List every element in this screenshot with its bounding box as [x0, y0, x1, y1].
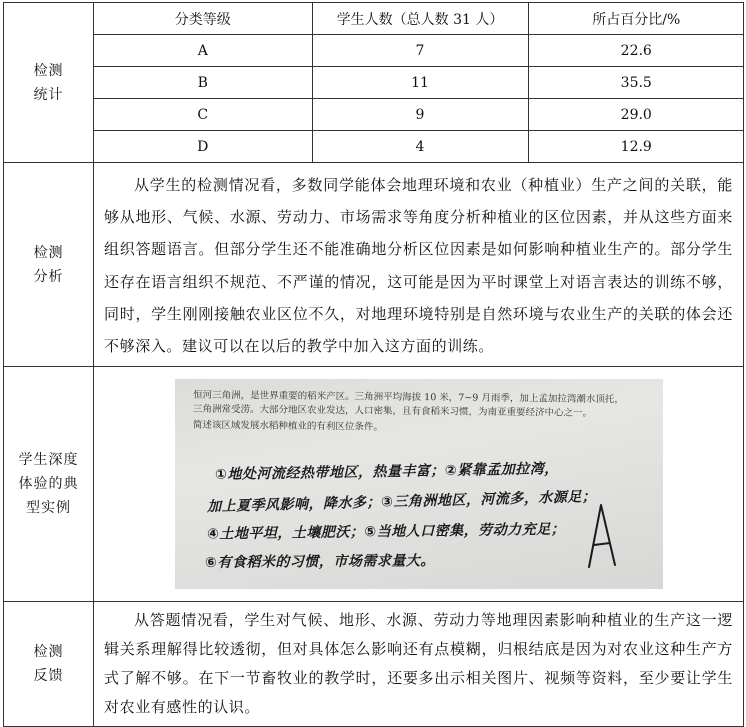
feedback-label: [4, 602, 94, 727]
example-label-line: 体验的典: [18, 476, 79, 493]
percent-cell: 35.5: [528, 67, 744, 99]
grade-cell: A: [94, 35, 312, 67]
stats-header-row: [94, 3, 744, 35]
handwriting-line: ④土地平坦，土壤肥沃；⑤当地人口密集，劳动力充足；: [206, 521, 565, 543]
grade-cell: B: [94, 67, 312, 99]
student-answer-photo: [175, 379, 663, 589]
feedback-label-line: 检测: [33, 644, 64, 661]
analysis-label-line: 检测: [33, 244, 64, 261]
handwriting-line: 加上夏季风影响，降水多；③三角洲地区，河流多，水源足；: [206, 489, 597, 516]
stats-label-line: 统计: [33, 86, 64, 103]
stats-label-line: 检测: [33, 62, 64, 79]
example-label: [4, 367, 94, 602]
count-cell: 7: [312, 35, 528, 67]
analysis-label-line: 分析: [33, 268, 64, 285]
percent-cell: 22.6: [528, 35, 744, 67]
example-label-line: 学生深度: [18, 452, 79, 469]
table-row: [94, 131, 744, 163]
stats-cell: [94, 3, 744, 163]
feedback-label-line: 反馈: [33, 668, 64, 685]
table-row: [94, 35, 744, 67]
header-count: 学生人数（总人数 31 人）: [312, 3, 528, 35]
header-percent: 所占百分比/%: [528, 3, 744, 35]
table-row: [94, 99, 744, 131]
header-grade: 分类等级: [94, 3, 312, 35]
grade-cell: D: [94, 131, 312, 163]
feedback-cell: [94, 602, 744, 727]
printed-question: [192, 389, 632, 438]
feedback-text: 从答题情况看，学生对气候、地形、水源、劳动力等地理因素影响种植业的生产这一逻辑关系理解得比较透彻，但对具体怎么影响还有点模糊，归根结底是因为对农业这种生产方式了解不够。在下一节畜牧业的教学时，还要多出示相关图片、视频等资料，至少要让学生对农业有感性的认识。: [104, 611, 733, 717]
count-cell: 9: [312, 99, 528, 131]
stats-label: [4, 3, 94, 163]
percent-cell: 12.9: [528, 131, 744, 163]
stats-table: [94, 3, 744, 162]
grade-mark-icon: [585, 499, 621, 571]
count-cell: 4: [312, 131, 528, 163]
printed-passage: 恒河三角洲，是世界重要的稻米产区。三角洲平均海拔 10 米，7~9 月雨季，加上孟加拉湾潮水顶托，三角洲常受涝。大部分地区农业发达，人口密集，且有食稻米习惯，为南亚重要经济中心之一。: [192, 389, 624, 420]
count-cell: 11: [312, 67, 528, 99]
example-cell: [94, 367, 744, 602]
handwriting-line: ⑥有食稻米的习惯，市场需求量大。: [204, 553, 435, 572]
analysis-cell: [94, 163, 744, 367]
analysis-label: [4, 163, 94, 367]
handwriting-line: ①地处河流经热带地区，热量丰富；②紧靠孟加拉湾，: [214, 461, 559, 484]
grade-cell: C: [94, 99, 312, 131]
example-label-line: 型实例: [26, 500, 71, 517]
percent-cell: 29.0: [528, 99, 744, 131]
report-table: [3, 2, 744, 727]
table-row: [94, 67, 744, 99]
analysis-text: 从学生的检测情况看，多数同学能体会地理环境和农业（种植业）生产之间的关联，能够从地形、气候、水源、劳动力、市场需求等角度分析种植业的区位因素，并从这些方面来组织答题语言。但部分学生还不能准确地分析区位因素是如何影响种植业生产的。部分学生还存在语言组织不规范、不严谨的情况，这可能是因为平时课堂上对语言表达的训练不够，同时，学生刚刚接触农业区位不久，对地理环境特别是自然环境与农业生产的关联的体会还不够深入。建议可以在以后的教学中加入这方面的训练。: [104, 176, 733, 356]
printed-prompt: 简述该区域发展水稻种植业的有利区位条件。: [192, 419, 383, 433]
